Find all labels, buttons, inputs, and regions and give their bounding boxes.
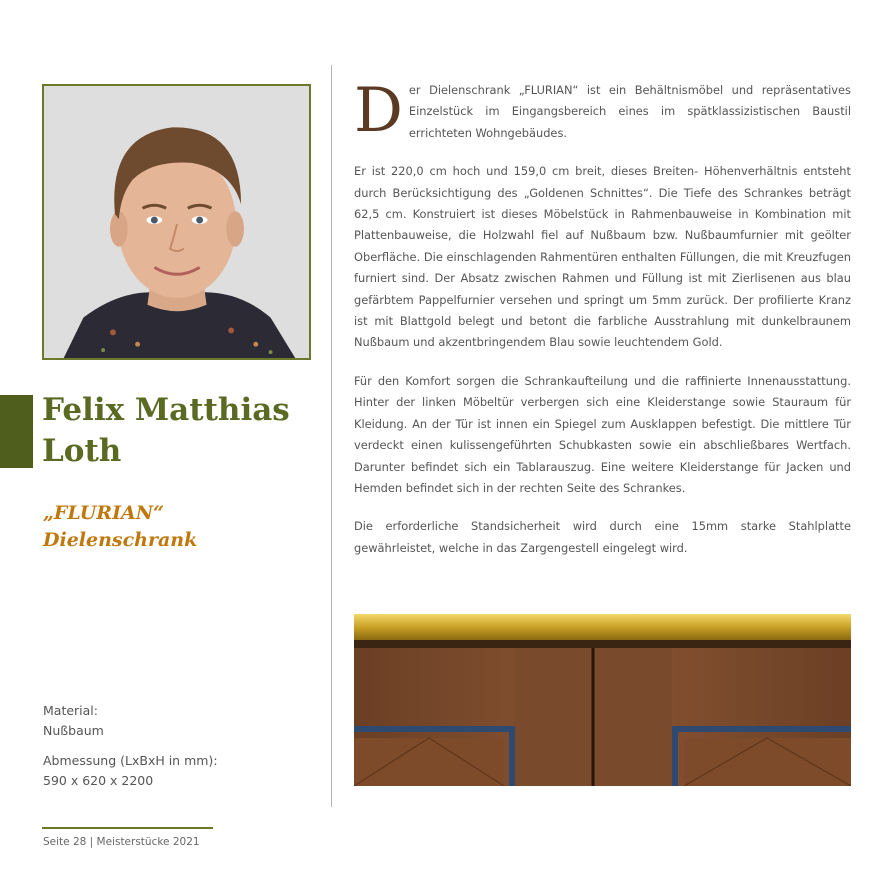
paragraph-stability: Die erforderliche Standsicherheit wird durch eine 15mm starke Stahlplatte gewährleistet, welche in das Zargengestell eingelegt wird. (354, 519, 851, 555)
material-value: Nußbaum (43, 723, 104, 738)
specs-block (43, 701, 313, 791)
dimension-value: 590 x 620 x 2200 (43, 773, 154, 788)
work-type: Dielenschrank (43, 529, 198, 551)
paragraph-interior: Für den Komfort sorgen die Schrankaufteilung und die raffinierte Innenausstattung. Hinter der linken Möbeltür verbergen sich eine Kleiderstange sowie Stauraum für Kleidung. An der Tür ist innen ein Spiegel zum Ausklappen befestigt. Die mittlere Tür verdeckt einen kulissengeführten Schubkasten sowie ein abschließbares Wertfach. Darunter befindet sich ein Tablarauszug. Eine weitere Kleiderstange für Jacken und Hemden befindet sich in der rechten Seite des Schrankes. (354, 373, 851, 495)
cabinet-detail-photo (354, 614, 851, 786)
work-title: „FLURIAN“ (43, 502, 165, 524)
person-name-line-1: Felix Matthias (42, 392, 290, 428)
person-name-line-2: Loth (42, 433, 122, 469)
work-title-block (43, 500, 313, 554)
paragraph-intro (354, 75, 851, 146)
portrait-photo (42, 84, 311, 360)
column-divider (331, 65, 332, 807)
material-label: Material: (43, 703, 98, 718)
paragraph-dimensions: Er ist 220,0 cm hoch und 159,0 cm breit, dieses Breiten- Höhenverhältnis entsteht durch Berücksichtigung des „Goldenen Schnittes“. Die Tiefe des Schrankes beträgt 62,5 cm. Konstruiert ist dieses Möbelstück in Rahmenbauweise in Kombination mit Plattenbauweise, die Holzwahl fiel auf Nußbaum bzw. Nußbaumfurnier mit geölter Oberfläche. Die einschlagenden Rahmentüren enthalten Füllungen, die mit Kreuzfugen furniert sind. Der Absatz zwischen Rahmen und Füllung ist mit Zierlisenen aus blau gefärbtem Pappelfurnier versehen und springt um 5mm zurück. Der profilierte Kranz ist mit Blattgold belegt und betont die farbliche Ausstrahlung mit dunkelbraunem Nußbaum und akzentbringendem Blau sowie leuchtendem Gold. (354, 164, 851, 350)
description-column (354, 75, 851, 576)
paragraph-intro-text: er Dielenschrank „FLURIAN“ ist ein Behältnismöbel und repräsentatives Einzelstück im Eingangsbereich eines im spätklassizistischen Baustil errichteten Wohngebäudes. (408, 83, 851, 140)
person-name (42, 390, 312, 472)
drop-cap: D (354, 75, 403, 146)
footer-rule (42, 827, 213, 829)
page-footer: Seite 28 | Meisterstücke 2021 (43, 836, 200, 848)
accent-bar (0, 395, 33, 468)
dimension-label: Abmessung (LxBxH in mm): (43, 753, 218, 768)
